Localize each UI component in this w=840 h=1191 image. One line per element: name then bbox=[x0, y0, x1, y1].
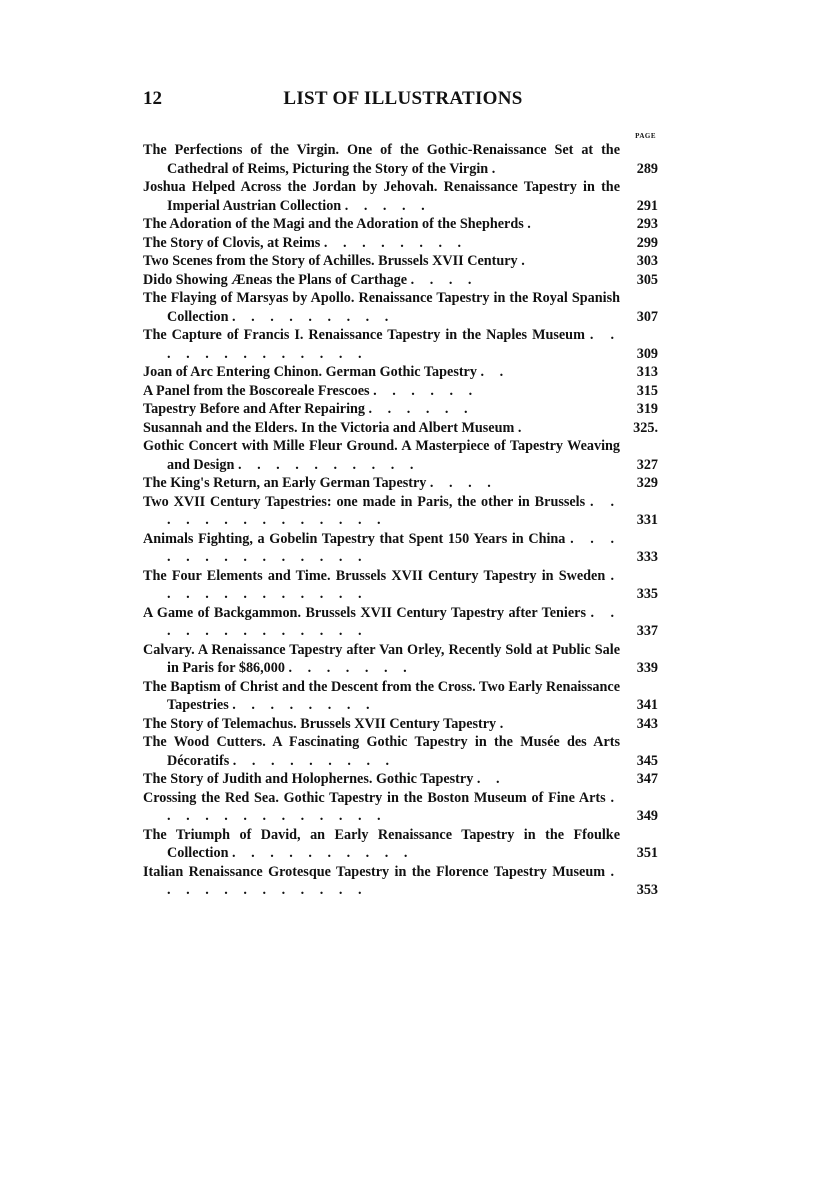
dot-leader: . . bbox=[480, 364, 510, 380]
list-item bbox=[143, 789, 658, 826]
dot-leader: . . . . . . . . . . . . . bbox=[167, 604, 621, 639]
running-title: LIST OF ILLUSTRATIONS bbox=[283, 88, 523, 109]
entry-page-number: 289 bbox=[636, 160, 658, 177]
entry-title-text: The Flaying of Marsyas by Apollo. Renaissance Tapestry in the Royal Spanish Collection bbox=[143, 290, 620, 325]
entry-title-text: Joan of Arc Entering Chinon. German Gothic Tapestry bbox=[143, 364, 477, 380]
entry-title bbox=[143, 419, 620, 438]
list-item bbox=[143, 770, 658, 789]
dot-leader: . . . . bbox=[410, 271, 478, 288]
entry-title-text: Italian Renaissance Grotesque Tapestry in the Florence Tapestry Museum bbox=[143, 863, 606, 880]
entry-page-number: 309 bbox=[636, 345, 658, 362]
list-item bbox=[143, 141, 658, 178]
entry-title bbox=[143, 493, 620, 530]
entry-title-text: Tapestry Before and After Repairing bbox=[143, 401, 365, 417]
entry-page-number: 337 bbox=[636, 623, 658, 639]
entry-title bbox=[143, 141, 620, 178]
list-item bbox=[143, 530, 658, 567]
entry-title-text: The Story of Judith and Holophernes. Gothic Tapestry bbox=[143, 771, 474, 787]
entry-page-number: 307 bbox=[636, 308, 658, 325]
entry-page-number: 291 bbox=[636, 197, 658, 214]
dot-leader: . . . . . . bbox=[368, 401, 474, 417]
entry-title bbox=[143, 826, 620, 863]
dot-leader: . bbox=[491, 160, 502, 177]
entry-title-text: The Triumph of David, an Early Renaissance Tapestry in the Ffoulke Collection bbox=[143, 826, 620, 861]
entry-page-number: 335 bbox=[636, 586, 658, 602]
list-item bbox=[143, 271, 658, 290]
dot-leader: . . . . . . . . . . . . bbox=[167, 863, 620, 898]
entry-title bbox=[143, 530, 620, 567]
entry-page-number: 341 bbox=[636, 697, 658, 713]
entry-page-number: 353 bbox=[636, 882, 658, 898]
entry-title-text: The Story of Telemachus. Brussels XVII Century Tapestry bbox=[143, 715, 497, 732]
entry-page-number: 325. bbox=[633, 419, 658, 436]
list-item bbox=[143, 419, 658, 438]
entry-title bbox=[143, 863, 620, 900]
list-item bbox=[143, 215, 658, 234]
entry-title bbox=[143, 363, 620, 382]
dot-leader: . . . . . . . . . . . . . bbox=[167, 327, 621, 362]
entry-title-text: Gothic Concert with Mille Fleur Ground. A Masterpiece of Tapestry Weaving and Design bbox=[143, 438, 620, 473]
illustrations-list bbox=[143, 141, 658, 900]
list-item bbox=[143, 400, 658, 419]
dot-leader: . . . . . . . . . . . . . bbox=[167, 789, 620, 824]
list-item bbox=[143, 641, 658, 678]
entry-title-text: A Game of Backgammon. Brussels XVII Century Tapestry after Teniers bbox=[143, 604, 586, 621]
entry-page-number: 315 bbox=[636, 382, 658, 399]
dot-leader: . . . . . . . . . . . . . . bbox=[167, 530, 621, 565]
dot-leader: . . . . . . . . . bbox=[232, 752, 396, 769]
entry-title bbox=[143, 437, 620, 474]
entry-page-number: 339 bbox=[636, 660, 658, 676]
entry-page-number: 327 bbox=[636, 456, 658, 473]
entry-title-text: The Adoration of the Magi and the Adoration of the Shepherds bbox=[143, 216, 524, 232]
dot-leader: . . . . . . . . bbox=[323, 234, 468, 251]
entry-title bbox=[143, 678, 620, 715]
entry-title bbox=[143, 382, 620, 401]
list-item bbox=[143, 289, 658, 326]
entry-title bbox=[143, 215, 620, 234]
entry-title-text: Crossing the Red Sea. Gothic Tapestry in the Boston Museum of Fine Arts bbox=[143, 789, 606, 806]
entry-title-text: The Capture of Francis I. Renaissance Tapestry in the Naples Museum bbox=[143, 327, 585, 343]
entry-page-number: 303 bbox=[636, 253, 658, 269]
entry-title-text: A Panel from the Boscoreale Frescoes bbox=[143, 382, 370, 399]
list-item bbox=[143, 493, 658, 530]
entry-page-number: 299 bbox=[636, 234, 658, 251]
entry-title bbox=[143, 400, 620, 419]
dot-leader: . bbox=[499, 715, 510, 732]
entry-title bbox=[143, 474, 620, 493]
entry-title bbox=[143, 789, 620, 826]
entry-title bbox=[143, 567, 620, 604]
list-item bbox=[143, 715, 658, 734]
list-item bbox=[143, 474, 658, 493]
page-column-label: PAGE bbox=[635, 132, 656, 140]
dot-leader: . . . . . . . . . . bbox=[237, 456, 420, 473]
list-item bbox=[143, 733, 658, 770]
list-item bbox=[143, 437, 658, 474]
entry-title bbox=[143, 770, 620, 789]
list-item bbox=[143, 382, 658, 401]
entry-title bbox=[143, 604, 620, 641]
dot-leader: . . bbox=[476, 771, 506, 787]
entry-title bbox=[143, 178, 620, 215]
entry-title-text: The Story of Clovis, at Reims bbox=[143, 234, 321, 251]
entry-title-text: The Four Elements and Time. Brussels XVII Century Tapestry in Sweden bbox=[143, 567, 606, 584]
entry-page-number: 343 bbox=[636, 715, 658, 732]
entry-title-text: Joshua Helped Across the Jordan by Jehovah. Renaissance Tapestry in the Imperial Austrian Collection bbox=[143, 179, 620, 214]
entry-page-number: 331 bbox=[636, 512, 658, 528]
list-item bbox=[143, 826, 658, 863]
list-item bbox=[143, 326, 658, 363]
dot-leader: . . . . . . . . . . . . . . bbox=[167, 493, 621, 528]
entry-title-text: The Perfections of the Virgin. One of the Gothic-Renaissance Set at the Cathedral of Reims, Picturing the Story of the Virgin bbox=[143, 142, 620, 177]
entry-title bbox=[143, 234, 620, 253]
list-item bbox=[143, 604, 658, 641]
entry-page-number: 319 bbox=[636, 401, 658, 417]
dot-leader: . bbox=[527, 216, 537, 232]
entry-title-text: Susannah and the Elders. In the Victoria and Albert Museum bbox=[143, 419, 515, 436]
entry-page-number: 345 bbox=[636, 752, 658, 769]
entry-page-number: 333 bbox=[636, 549, 658, 565]
page-number: 12 bbox=[143, 88, 162, 109]
entry-page-number: 349 bbox=[636, 808, 658, 824]
page-header bbox=[143, 88, 663, 112]
entry-page-number: 305 bbox=[636, 271, 658, 288]
entry-title bbox=[143, 271, 620, 290]
list-item bbox=[143, 234, 658, 253]
entry-title-text: The Wood Cutters. A Fascinating Gothic Tapestry in the Musée des Arts Décoratifs bbox=[143, 734, 620, 769]
dot-leader: . bbox=[517, 419, 528, 436]
entry-title bbox=[143, 641, 620, 678]
entry-title bbox=[143, 733, 620, 770]
dot-leader: . . . . . . bbox=[373, 382, 479, 399]
dot-leader: . bbox=[521, 253, 531, 269]
entry-title bbox=[143, 252, 620, 271]
entry-page-number: 347 bbox=[636, 771, 658, 787]
entry-page-number: 351 bbox=[636, 845, 658, 861]
list-item bbox=[143, 863, 658, 900]
entry-title-text: Dido Showing Æneas the Plans of Carthage bbox=[143, 271, 408, 288]
dot-leader: . . . . . . . . . . bbox=[232, 845, 414, 861]
dot-leader: . . . . . . . bbox=[288, 660, 413, 676]
entry-title-text: Two XVII Century Tapestries: one made in Paris, the other in Brussels bbox=[143, 493, 586, 510]
entry-page-number: 313 bbox=[636, 364, 658, 380]
entry-title-text: Animals Fighting, a Gobelin Tapestry that Spent 150 Years in China bbox=[143, 530, 566, 547]
entry-title-text: The King's Return, an Early German Tapestry bbox=[143, 475, 427, 491]
dot-leader: . . . . . . . . . . . . bbox=[167, 567, 620, 602]
entry-page-number: 293 bbox=[636, 216, 658, 232]
list-item bbox=[143, 252, 658, 271]
list-item bbox=[143, 363, 658, 382]
entry-title-text: Calvary. A Renaissance Tapestry after Van Orley, Recently Sold at Public Sale in Paris for $86,000 bbox=[143, 641, 620, 676]
list-item bbox=[143, 678, 658, 715]
dot-leader: . . . . . bbox=[344, 197, 431, 214]
dot-leader: . . . . . . . . bbox=[232, 697, 376, 713]
entry-title-text: The Baptism of Christ and the Descent from the Cross. Two Early Renaissance Tapestries bbox=[143, 678, 620, 713]
list-item bbox=[143, 567, 658, 604]
dot-leader: . . . . . . . . . bbox=[232, 308, 395, 325]
entry-title bbox=[143, 289, 620, 326]
dot-leader: . . . . bbox=[429, 475, 497, 491]
entry-title-text: Two Scenes from the Story of Achilles. Brussels XVII Century bbox=[143, 253, 518, 269]
list-item bbox=[143, 178, 658, 215]
entry-title bbox=[143, 715, 620, 734]
entry-title bbox=[143, 326, 620, 363]
entry-page-number: 329 bbox=[636, 475, 658, 491]
